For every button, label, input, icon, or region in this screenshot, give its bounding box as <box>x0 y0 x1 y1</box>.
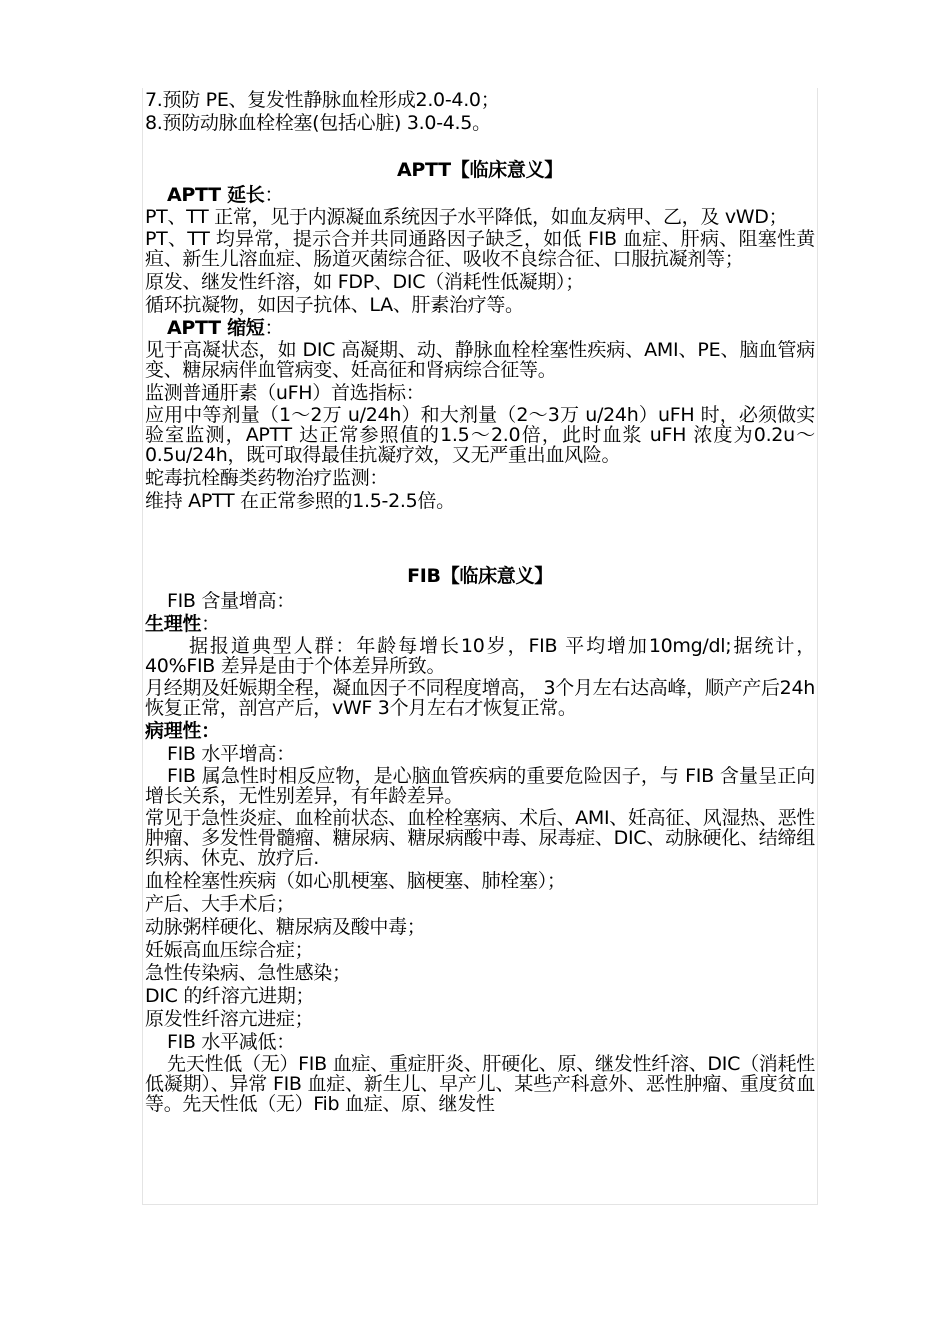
aptt-shorten-item: 蛇毒抗栓酶类药物治疗监测： <box>145 467 389 489</box>
physio-label: 生理性 <box>145 613 202 635</box>
aptt-shorten-item: 见于高凝状态，如 DIC 高凝期、动、静脉血栓栓塞性疾病、AMI、PE、脑血管病变、糖尿病伴血管病变、妊高征和肾病综合征等。 <box>145 339 815 381</box>
aptt-shorten-item: 监测普通肝素（uFH）首选指标： <box>145 382 425 404</box>
fib-high-item: 妊娠高血压综合症； <box>145 939 314 961</box>
fib-high-label: FIB 水平增高： <box>167 743 295 765</box>
fib-high-item: 血栓栓塞性疾病（如心肌梗塞、脑梗塞、肺栓塞）； <box>145 870 566 892</box>
aptt-shorten-item: 维持 APTT 在正常参照的1.5-2.5倍。 <box>145 490 455 512</box>
colon: ： <box>264 317 284 339</box>
fib-high-item: DIC 的纤溶亢进期； <box>145 985 315 1007</box>
fib-high-item: 产后、大手术后； <box>145 893 295 915</box>
aptt-prolong-subheading <box>145 184 815 207</box>
fib-high-item: 急性传染病、急性感染； <box>145 962 351 984</box>
physio-item: 月经期及妊娠期全程，凝血因子不同程度增高， 3个月左右达高峰，顺产产后24h 恢复正常，剖宫产后，vWF 3个月左右才恢复正常。 <box>145 677 815 719</box>
fib-increase-label: FIB 含量增高： <box>167 590 295 612</box>
fib-low-text: 先天性低（无）FIB 血症、重症肝炎、肝硬化、原、继发性纤溶、DIC（消耗性低凝期）、异常 FIB 血症、新生儿、早产儿、某些产科意外、恶性肿瘤、重度贫血等。先天性低（无）Fib 血症、原、继发性 <box>145 1053 815 1115</box>
aptt-prolong-item: PT、TT 正常，见于内源凝血系统因子水平降低，如血友病甲、乙，及 vWD； <box>145 206 788 228</box>
aptt-prolong-item: PT、TT 均异常，提示合并共同通路因子缺乏，如低 FIB 血症、肝病、阻塞性黄疸、新生儿溶血症、肠道灭菌综合征、吸收不良综合征、口服抗凝剂等； <box>145 228 815 270</box>
physio-item: 据报道典型人群：年龄每增长10岁，FIB 平均增加10mg/dl;据统计，40%FIB 差异是由于个体差异所致。 <box>145 635 815 677</box>
text-line: 8.预防动脉血栓栓塞(包括心脏) 3.0-4.5。 <box>145 112 491 134</box>
physio-subheading <box>145 613 815 636</box>
patho-label: 病理性： <box>145 720 220 742</box>
fib-high-item: 原发性纤溶亢进症； <box>145 1008 314 1030</box>
fib-high-item: 动脉粥样硬化、糖尿病及酸中毒； <box>145 916 426 938</box>
aptt-shorten-item: 应用中等剂量（1～2万 u/24h）和大剂量（2～3万 u/24h）uFH 时，必须做实验室监测，APTT 达正常参照值的1.5～2.0倍，此时血浆 uFH 浓度为0.2u～0.5u/24h，既可取得最佳抗凝疗效，又无严重出血风险。 <box>145 404 815 466</box>
document-body <box>145 89 815 1114</box>
colon: ： <box>264 184 284 206</box>
aptt-prolong-item: 原发、继发性纤溶，如 FDP、DIC（消耗性低凝期）； <box>145 271 584 293</box>
colon: ： <box>201 613 220 635</box>
aptt-shorten-label: APTT 缩短 <box>167 317 265 339</box>
fib-heading: FIB【临床意义】 <box>407 565 553 587</box>
aptt-prolong-label: APTT 延长 <box>167 184 265 206</box>
fib-high-item: 常见于急性炎症、血栓前状态、血栓栓塞病、术后、AMI、妊高征、风湿热、恶性肿瘤、多发性骨髓瘤、糖尿病、糖尿病酸中毒、尿毒症、DIC、动脉硬化、结缔组织病、休克、放疗后. <box>145 807 815 869</box>
fib-high-item: FIB 属急性时相反应物，是心脑血管疾病的重要危险因子，与 FIB 含量呈正向增长关系，无性别差异，有年龄差异。 <box>145 765 815 807</box>
text-line: 7.预防 PE、复发性静脉血栓形成2.0-4.0； <box>145 89 500 111</box>
aptt-shorten-subheading <box>145 317 815 340</box>
aptt-heading: APTT【临床意义】 <box>397 159 563 181</box>
aptt-prolong-item: 循环抗凝物，如因子抗体、LA、肝素治疗等。 <box>145 294 524 316</box>
fib-low-label: FIB 水平减低： <box>167 1031 295 1053</box>
